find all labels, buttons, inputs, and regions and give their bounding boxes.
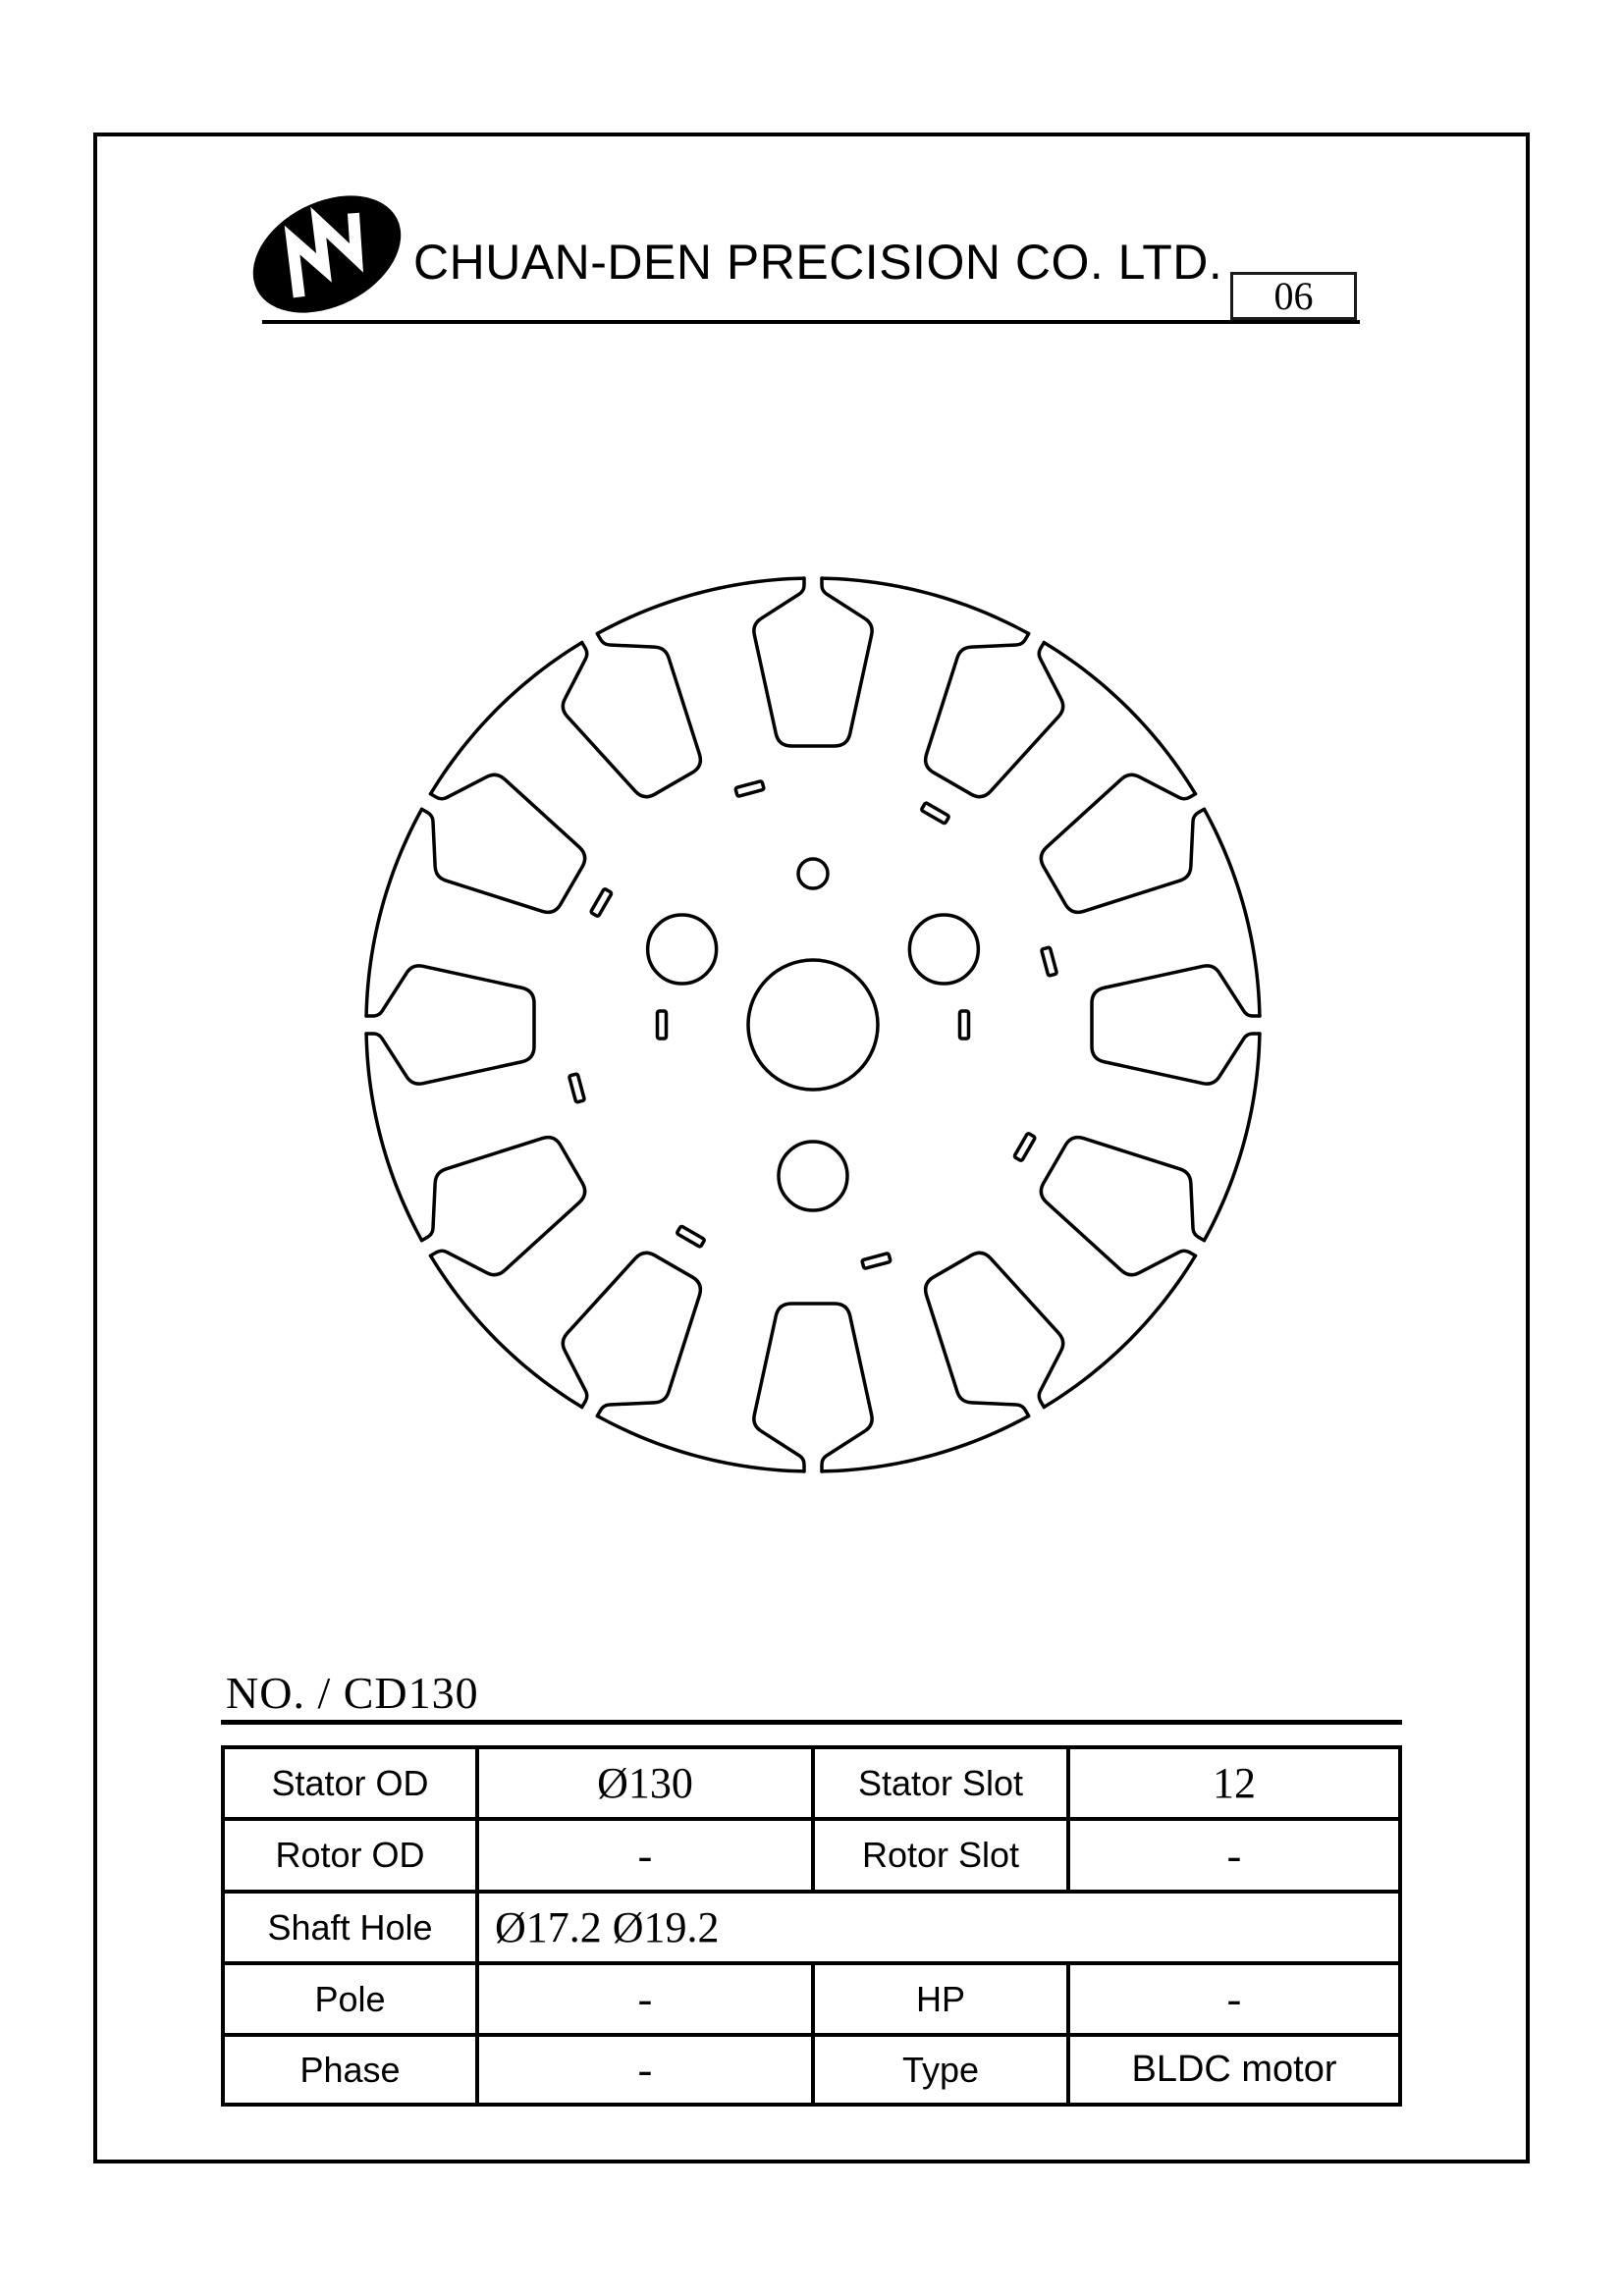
part-number-rule <box>221 1720 1402 1725</box>
winding-slot <box>421 1138 584 1275</box>
rim-arc <box>597 1416 803 1471</box>
page-number: 06 <box>1273 273 1314 318</box>
rim-arc <box>822 1416 1028 1471</box>
winding-slot <box>754 1304 872 1471</box>
ring-hole <box>909 915 978 984</box>
spec-label-rotor-slot: Rotor Slot <box>815 1821 1066 1890</box>
shaft-hole <box>748 960 878 1090</box>
spec-label-phase: Phase <box>225 2037 475 2103</box>
spec-label-rotor-od: Rotor OD <box>225 1821 475 1890</box>
rivet-slot <box>658 1011 667 1039</box>
winding-slot <box>563 1253 700 1415</box>
spec-value-rotor-od: - <box>479 1821 811 1890</box>
spec-table <box>221 1745 1402 2107</box>
spec-value-pole: - <box>479 1965 811 2033</box>
rivet-slot <box>1042 947 1057 976</box>
spec-value-hp: - <box>1070 1965 1398 2033</box>
rivet-slot <box>590 888 612 917</box>
ring-hole <box>798 859 828 888</box>
rim-arc <box>822 578 1028 633</box>
winding-slot <box>1041 1138 1204 1275</box>
spec-value-phase: - <box>479 2037 811 2103</box>
spec-value-stator-od: Ø130 <box>479 1749 811 1817</box>
rim-arc <box>1205 1034 1260 1240</box>
winding-slot <box>926 1253 1063 1415</box>
part-number-label: NO. / CD130 <box>226 1668 479 1718</box>
spec-label-pole: Pole <box>225 1965 475 2033</box>
winding-slot <box>1092 966 1260 1084</box>
rim-arc <box>366 809 421 1015</box>
spec-value-stator-slot: 12 <box>1070 1749 1398 1817</box>
spec-value-shaft-hole: Ø17.2 Ø19.2 <box>479 1894 1398 1961</box>
rim-arc <box>431 643 582 794</box>
rivet-slot <box>960 1011 969 1039</box>
winding-slot <box>421 774 584 912</box>
winding-slot <box>366 966 534 1084</box>
winding-slot <box>926 633 1063 796</box>
rim-arc <box>1205 809 1260 1015</box>
rivet-slot <box>921 802 949 824</box>
ring-hole <box>779 1142 847 1210</box>
winding-slot <box>563 633 700 796</box>
winding-slot <box>754 578 872 746</box>
rim-arc <box>366 1034 421 1240</box>
spec-label-shaft-hole: Shaft Hole <box>225 1894 475 1961</box>
rim-arc <box>1044 643 1195 794</box>
spec-value-type: BLDC motor <box>1070 2037 1398 2103</box>
spec-value-rotor-slot: - <box>1070 1821 1398 1890</box>
rivet-slot <box>862 1254 891 1269</box>
rim-arc <box>431 1255 582 1407</box>
spec-label-stator-slot: Stator Slot <box>815 1749 1066 1817</box>
ring-hole <box>648 915 717 984</box>
rivet-slot <box>676 1226 705 1248</box>
spec-label-hp: HP <box>815 1965 1066 2033</box>
spec-label-stator-od: Stator OD <box>225 1749 475 1817</box>
rivet-slot <box>735 781 764 797</box>
rivet-slot <box>1014 1133 1036 1161</box>
rim-arc <box>1044 1255 1195 1407</box>
rivet-slot <box>569 1074 585 1102</box>
rim-arc <box>597 578 803 633</box>
spec-label-type: Type <box>815 2037 1066 2103</box>
company-name: CHUAN-DEN PRECISION CO. LTD. <box>413 235 1223 290</box>
winding-slot <box>1041 774 1204 912</box>
